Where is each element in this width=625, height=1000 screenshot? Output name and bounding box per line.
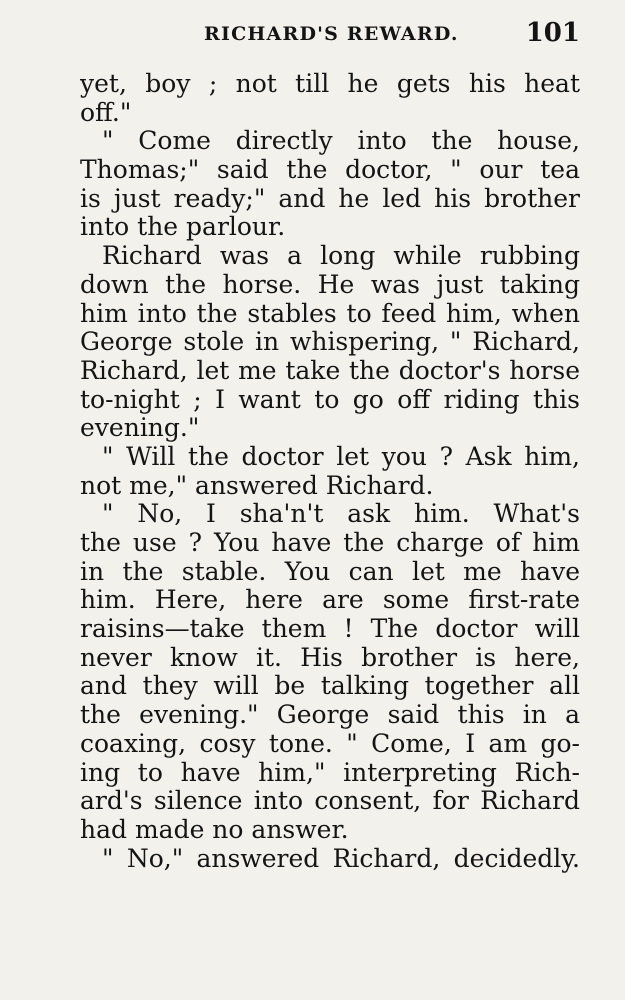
text-line: Thomas;" said the doctor, " our tea [80,156,580,185]
text-line: " Come directly into the house, [102,127,580,156]
text-line: the evening." George said this in a [80,701,580,730]
text-line: is just ready;" and he led his brother [80,184,580,213]
text-line: had made no answer. [80,815,349,844]
text-line: raisins—take them ! The doctor will [80,615,580,644]
text-line: into the parlour. [80,213,286,242]
text-line: to-night ; I want to go off riding this [80,385,580,414]
text-line: Richard, let me take the doctor's horse [80,356,580,385]
text-line: coaxing, cosy tone. " Come, I am go- [80,729,580,758]
text-line: Richard was a long while rubbing [102,242,580,271]
text-line: evening." [80,414,200,443]
text-line: never know it. His brother is here, [80,643,580,672]
text-line: in the stable. You can let me have [80,557,580,586]
body-text [80,70,580,873]
text-line: " No, I sha'n't ask him. What's [102,500,580,529]
text-line: George stole in whispering, " Richard, [80,328,580,357]
text-line: ard's silence into consent, for Richard [80,787,580,816]
running-head: RICHARD'S REWARD. [204,23,459,45]
page-header [80,18,580,52]
text-line: him. Here, here are some first-rate [80,586,580,615]
text-line: the use ? You have the charge of him [80,529,580,557]
text-line: off." [80,98,132,127]
text-line: and they will be talking together all [80,672,580,701]
text-line: ing to have him," interpreting Rich- [80,758,580,787]
text-line: yet, boy ; not till he gets his heat [80,70,580,98]
text-line: him into the stables to feed him, when [80,299,580,328]
text-line: " No," answered Richard, decidedly. [102,844,580,873]
page-number: 101 [525,18,580,48]
text-line: not me," answered Richard. [80,471,434,500]
text-line: " Will the doctor let you ? Ask him, [102,442,580,471]
text-line: down the horse. He was just taking [80,270,580,299]
